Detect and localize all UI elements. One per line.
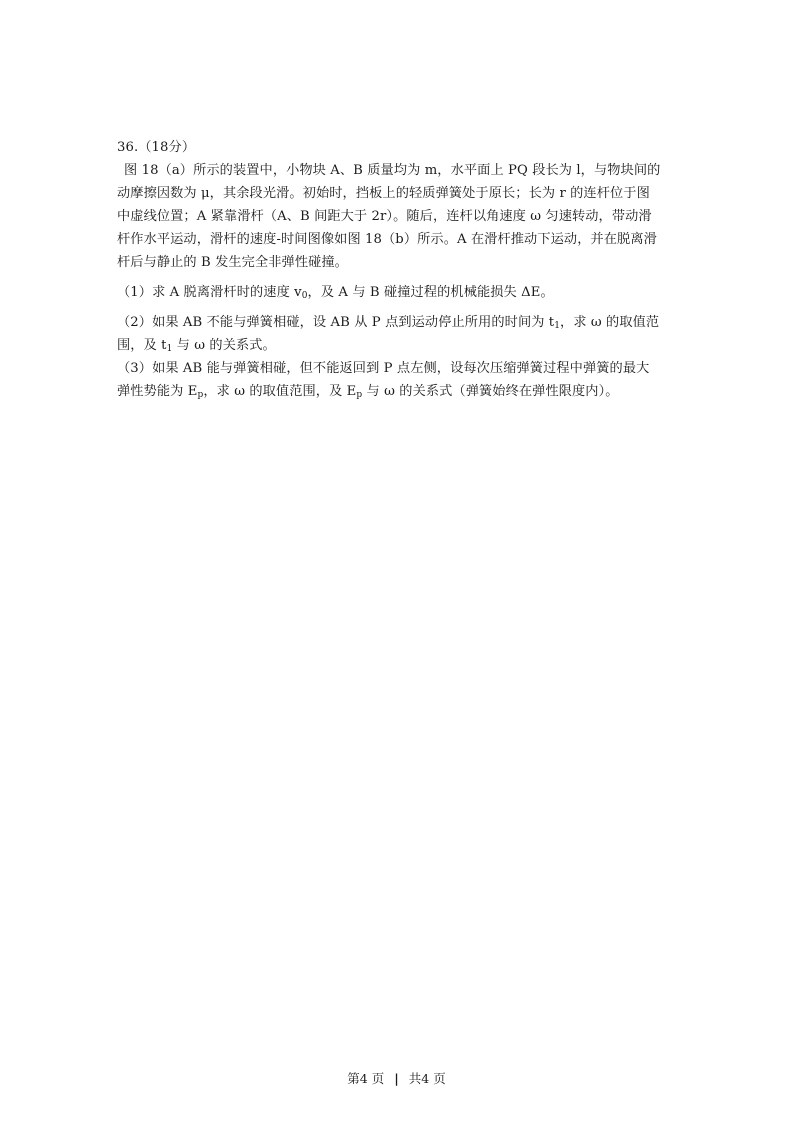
- part-2-t-subscript: 1: [554, 321, 561, 331]
- page-footer: [0, 1069, 793, 1087]
- question-36: [117, 136, 677, 403]
- intro-line-3: 中虚线位置；A 紧靠滑杆（A、B 间距大于 2r）。随后，连杆以角速度 ω 匀速转动，带动滑: [117, 209, 652, 224]
- footer-page-total: 共4 页: [408, 1071, 446, 1086]
- part-1-text-a: （1）求 A 脱离滑杆时的速度 v: [117, 285, 302, 300]
- footer-separator: |: [394, 1071, 399, 1086]
- part-2-line-2-t-subscript: 1: [166, 344, 173, 354]
- intro-line-5: 杆后与静止的 B 发生完全非弹性碰撞。: [117, 255, 348, 270]
- part-1: [117, 281, 677, 304]
- question-header: 36.（18分）: [117, 140, 196, 155]
- part-3-line-1: （3）如果 AB 能与弹簧相碰，但不能返回到 P 点左侧，设每次压缩弹簧过程中弹簧的最大: [117, 361, 650, 376]
- part-3-e-subscript: p: [197, 390, 204, 400]
- part-2-line-2-b: 与 ω 的关系式。: [172, 338, 276, 353]
- part-3-line-2-c: 与 ω 的关系式（弹簧始终在弹性限度内）。: [362, 384, 619, 399]
- part-3-e-subscript-2: p: [356, 390, 363, 400]
- intro-line-1: 图 18（a）所示的装置中，小物块 A、B 质量均为 m，水平面上 PQ 段长为 l，与物块间的: [124, 163, 661, 178]
- question-intro: [117, 159, 677, 274]
- part-2-line-2-a: 围，及 t: [117, 338, 167, 353]
- part-2-line-2: [117, 334, 677, 357]
- part-2: [117, 311, 677, 357]
- part-3-line-2: [117, 380, 677, 403]
- part-3: [117, 357, 677, 403]
- footer-page-current: 第4 页: [347, 1071, 385, 1086]
- part-3-line-2-b: ，求 ω 的取值范围，及 E: [203, 384, 357, 399]
- part-2-line-1: [117, 311, 677, 334]
- intro-line-4: 杆作水平运动，滑杆的速度-时间图像如图 18（b）所示。A 在滑杆推动下运动，并在脱离滑: [117, 232, 657, 247]
- part-2-line-1-b: ，求 ω 的取值范: [560, 315, 660, 330]
- intro-line-2: 动摩擦因数为 μ，其余段光滑。初始时，挡板上的轻质弹簧处于原长；长为 r 的连杆位于图: [117, 186, 650, 201]
- part-2-line-1-a: （2）如果 AB 不能与弹簧相碰，设 AB 从 P 点到运动停止所用的时间为 t: [117, 315, 555, 330]
- part-1-v-subscript: 0: [301, 291, 308, 301]
- part-3-line-2-a: 弹性势能为 E: [117, 384, 198, 399]
- part-1-text-b: ，及 A 与 B 碰撞过程的机械能损失 ΔE。: [307, 285, 554, 300]
